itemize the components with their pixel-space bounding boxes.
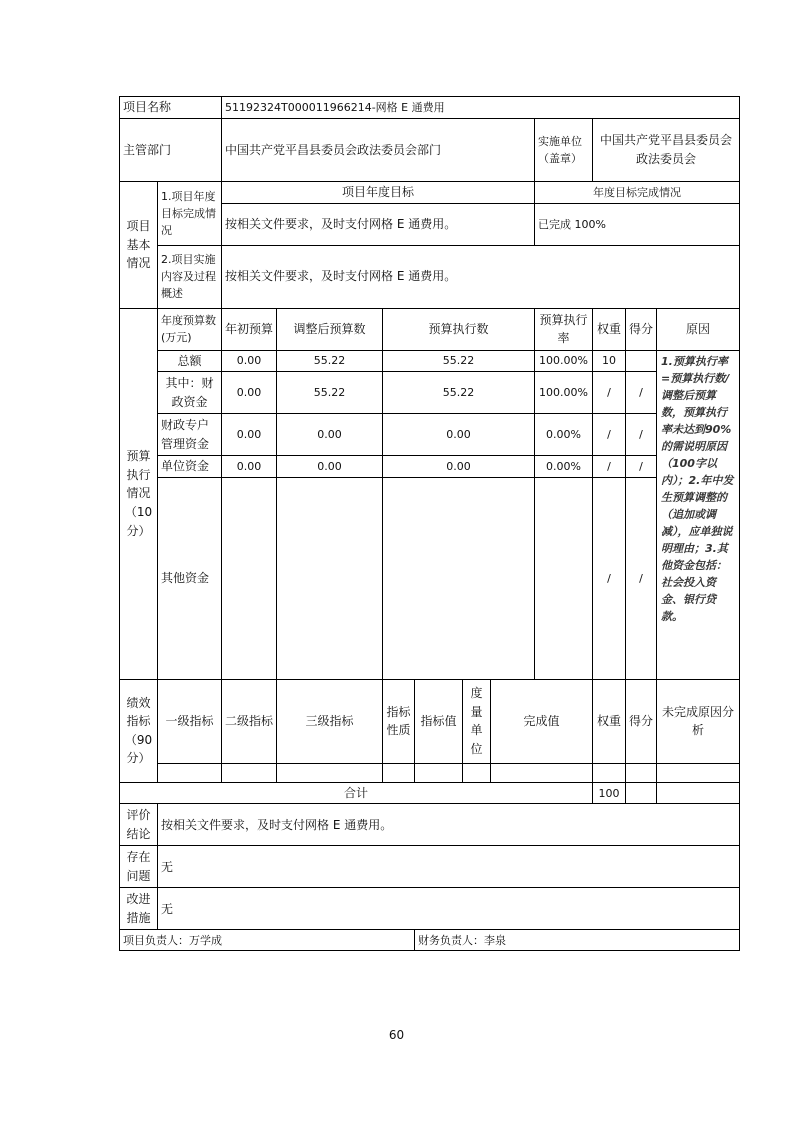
finance-lead: 财务负责人：李泉 — [415, 930, 740, 951]
empty-cell — [383, 763, 415, 782]
execution-rate-value: 100.00% — [535, 350, 593, 372]
completion-text: 已完成 100% — [535, 203, 740, 245]
empty-cell — [415, 763, 463, 782]
execution-rate-value: 0.00% — [535, 456, 593, 478]
executed-budget-value: 0.00 — [383, 414, 535, 456]
unit-header: 度量单位 — [463, 679, 491, 763]
initial-budget-header: 年初预算 — [222, 308, 277, 350]
analysis-header: 未完成原因分析 — [657, 679, 740, 763]
total-weight: 100 — [593, 782, 626, 804]
initial-budget-value — [222, 477, 277, 679]
score-value: / — [626, 414, 657, 456]
adjusted-budget-value — [277, 477, 383, 679]
issues-text: 无 — [158, 846, 740, 888]
reason-note: 1.预算执行率=预算执行数/调整后预算数，预算执行率未达到90%的需说明原因（100字以内）；2.年中发生预算调整的（追加或调减），应单独说明理由；3.其他资金包括：社会投入资金、银行贷款。 — [657, 350, 740, 679]
empty-cell — [222, 763, 277, 782]
executed-budget-value: 55.22 — [383, 350, 535, 372]
executed-budget-header: 预算执行数 — [383, 308, 535, 350]
total-reason — [657, 782, 740, 804]
basic-section-label: 项目基本情况 — [120, 182, 158, 309]
budget-row-label: 其他资金 — [158, 477, 222, 679]
weight-value: / — [593, 372, 626, 414]
budget-section-label: 预算执行情况（10分） — [120, 308, 158, 679]
execution-rate-value: 100.00% — [535, 372, 593, 414]
weight-value: / — [593, 456, 626, 478]
empty-cell — [463, 763, 491, 782]
level3-header: 三级指标 — [277, 679, 383, 763]
weight-value: / — [593, 414, 626, 456]
conclusion-text: 按相关文件要求，及时支付网格 E 通费用。 — [158, 804, 740, 846]
total-score — [626, 782, 657, 804]
execution-rate-header: 预算执行率 — [535, 308, 593, 350]
adjusted-budget-value: 55.22 — [277, 350, 383, 372]
initial-budget-value: 0.00 — [222, 372, 277, 414]
project-lead: 项目负责人：万学成 — [120, 930, 415, 951]
empty-cell — [593, 763, 626, 782]
adjusted-budget-header: 调整后预算数 — [277, 308, 383, 350]
empty-cell — [491, 763, 593, 782]
level2-header: 二级指标 — [222, 679, 277, 763]
perf-score-header: 得分 — [626, 679, 657, 763]
budget-row-label: 单位资金 — [158, 456, 222, 478]
adjusted-budget-value: 55.22 — [277, 372, 383, 414]
goal-text: 按相关文件要求，及时支付网格 E 通费用。 — [222, 203, 535, 245]
initial-budget-value: 0.00 — [222, 414, 277, 456]
impl-unit-label: 实施单位（盖章） — [535, 119, 593, 182]
empty-cell — [277, 763, 383, 782]
issues-label: 存在问题 — [120, 846, 158, 888]
reason-header: 原因 — [657, 308, 740, 350]
weight-value: 10 — [593, 350, 626, 372]
value-header: 指标值 — [415, 679, 463, 763]
performance-evaluation-table — [119, 96, 740, 951]
empty-cell — [158, 763, 222, 782]
score-value: / — [626, 372, 657, 414]
project-name-label: 项目名称 — [120, 97, 222, 119]
execution-rate-value — [535, 477, 593, 679]
budget-row-label: 财政专户管理资金 — [158, 414, 222, 456]
score-value — [626, 350, 657, 372]
weight-header: 权重 — [593, 308, 626, 350]
executed-budget-value: 0.00 — [383, 456, 535, 478]
total-label: 合计 — [120, 782, 593, 804]
score-value: / — [626, 456, 657, 478]
adjusted-budget-value: 0.00 — [277, 414, 383, 456]
completion-header: 年度目标完成情况 — [535, 182, 740, 204]
dept-value: 中国共产党平昌县委员会政法委员会部门 — [222, 119, 535, 182]
content-text: 按相关文件要求，及时支付网格 E 通费用。 — [222, 245, 740, 308]
empty-cell — [657, 763, 740, 782]
executed-budget-value: 55.22 — [383, 372, 535, 414]
budget-row-label: 其中：财政资金 — [158, 372, 222, 414]
measures-label: 改进措施 — [120, 888, 158, 930]
actual-header: 完成值 — [491, 679, 593, 763]
impl-unit-value: 中国共产党平昌县委员会政法委员会 — [593, 119, 740, 182]
initial-budget-value: 0.00 — [222, 456, 277, 478]
adjusted-budget-value: 0.00 — [277, 456, 383, 478]
weight-value: / — [593, 477, 626, 679]
score-header: 得分 — [626, 308, 657, 350]
performance-section-label: 绩效指标（90分） — [120, 679, 158, 782]
initial-budget-value: 0.00 — [222, 350, 277, 372]
empty-cell — [626, 763, 657, 782]
executed-budget-value — [383, 477, 535, 679]
execution-rate-value: 0.00% — [535, 414, 593, 456]
nature-header: 指标性质 — [383, 679, 415, 763]
content-label: 2.项目实施内容及过程概述 — [158, 245, 222, 308]
measures-text: 无 — [158, 888, 740, 930]
dept-label: 主管部门 — [120, 119, 222, 182]
budget-row-label: 总额 — [158, 350, 222, 372]
budget-amount-header: 年度预算数(万元) — [158, 308, 222, 350]
page-number: 60 — [388, 1028, 405, 1042]
score-value: / — [626, 477, 657, 679]
goal-header: 项目年度目标 — [222, 182, 535, 204]
conclusion-label: 评价结论 — [120, 804, 158, 846]
project-name-value: 51192324T000011966214-网格 E 通费用 — [222, 97, 740, 119]
perf-weight-header: 权重 — [593, 679, 626, 763]
goal-completion-label: 1.项目年度目标完成情况 — [158, 182, 222, 246]
level1-header: 一级指标 — [158, 679, 222, 763]
